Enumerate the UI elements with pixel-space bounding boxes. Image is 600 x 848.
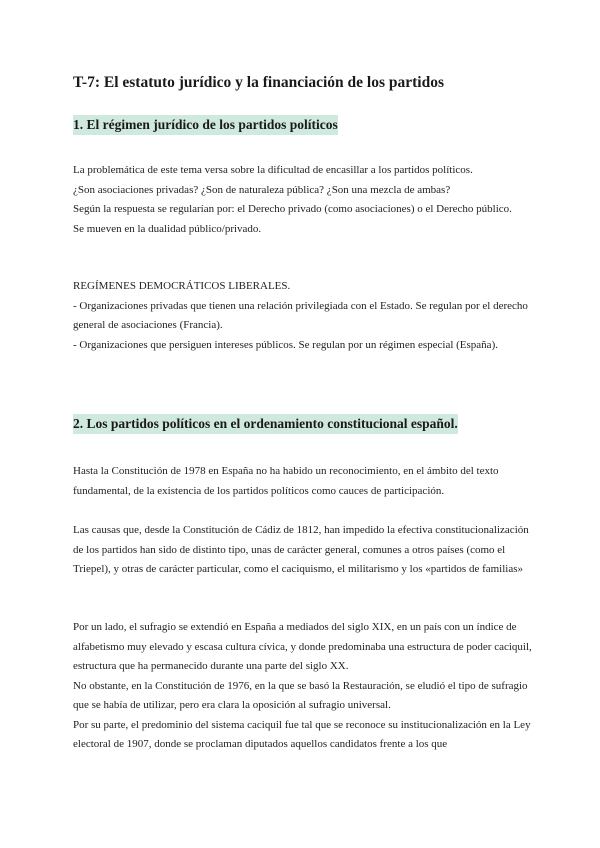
regimes-heading: REGÍMENES DEMOCRÁTICOS LIBERALES. — [73, 280, 291, 292]
section-2-paragraph-1 — [73, 462, 535, 501]
paragraph-line: Se mueven en la dualidad público/privado. — [73, 222, 262, 235]
section-2-paragraph-3 — [73, 618, 535, 755]
document-title: T-7: El estatuto jurídico y la financiación de los partidos — [73, 74, 445, 91]
section-1-regimes — [73, 277, 535, 355]
section-2-heading — [73, 416, 458, 432]
section-1-intro — [73, 161, 535, 239]
paragraph-line: Por un lado, el sufragio se extendió en España a mediados del siglo XIX, en un país con un índice de alfabetismo muy elevado y escasa cultura cívica, y donde predominaba una estructura de poder caciquil, estructura que ha permanecido durante una parte del siglo XX. — [73, 621, 532, 672]
section-1-heading — [73, 117, 338, 133]
paragraph-line: Por su parte, el predominio del sistema caciquil fue tal que se reconoce su institucionalización en la Ley electoral de 1907, donde se proclaman diputados aquellos candidatos frente a los que — [73, 718, 531, 750]
section-2-heading-text: 2. Los partidos políticos en el ordenamiento constitucional español. — [73, 414, 458, 434]
section-1-heading-text: 1. El régimen jurídico de los partidos políticos — [73, 115, 338, 135]
regime-item: - Organizaciones que persiguen intereses públicos. Se regulan por un régimen especial (España). — [73, 338, 498, 351]
paragraph-line: Según la respuesta se regularían por: el Derecho privado (como asociaciones) o el Derecho público. — [73, 203, 512, 215]
paragraph-line: No obstante, en la Constitución de 1976, en la que se basó la Restauración, se eludió el tipo de sufragio que se había de utilizar, pero era clara la oposición al sufragio universal. — [73, 679, 528, 711]
paragraph-line: La problemática de este tema versa sobre la dificultad de encasillar a los partidos políticos. — [73, 164, 473, 176]
section-2-paragraph-2 — [73, 521, 535, 580]
paragraph-line: ¿Son asociaciones privadas? ¿Son de naturaleza pública? ¿Son una mezcla de ambas? — [73, 183, 451, 196]
paragraph: Las causas que, desde la Constitución de Cádiz de 1812, han impedido la efectiva constitucionalización de los partidos han sido de distinto tipo, unas de carácter general, comunes a otros países (como el Triepel), y otras de carácter particular, como el caciquismo, el militarismo y los «partidos de familias» — [73, 524, 529, 575]
paragraph: Hasta la Constitución de 1978 en España no ha habido un reconocimiento, en el ámbito del texto fundamental, de la existencia de los partidos políticos como cauces de participación. — [73, 465, 499, 497]
regime-item: - Organizaciones privadas que tienen una relación privilegiada con el Estado. Se regulan por el derecho general de asociaciones (Francia). — [73, 299, 528, 331]
